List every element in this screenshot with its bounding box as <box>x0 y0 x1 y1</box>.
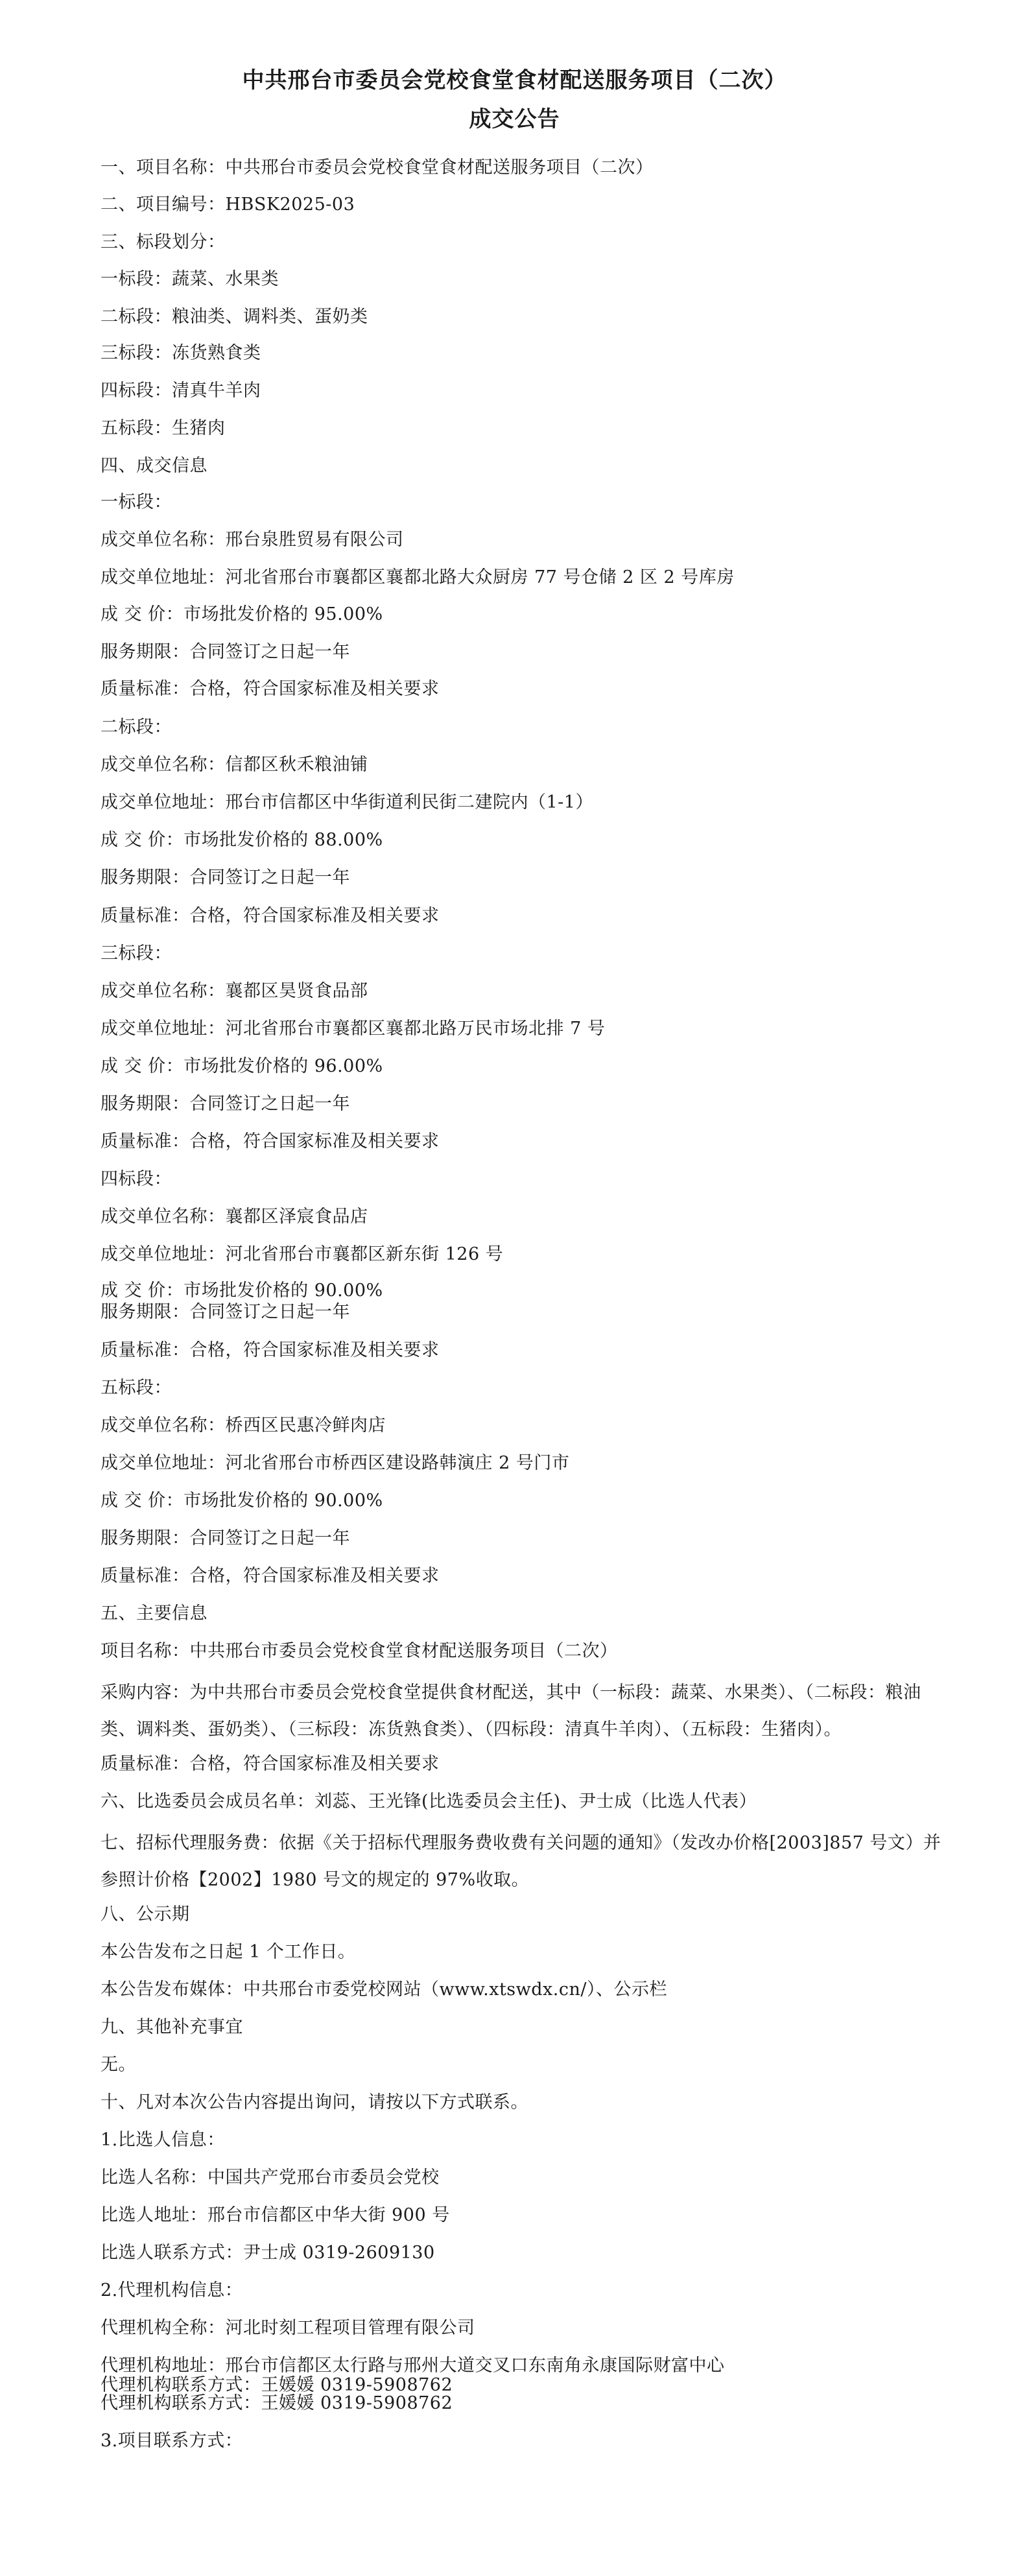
body-line: 成 交 价：市场批发价格的 90.00% <box>101 1491 383 1511</box>
body-line: 一标段：蔬菜、水果类 <box>101 269 279 289</box>
body-line: 八、公示期 <box>101 1904 190 1924</box>
body-line: 代理机构联系方式：王媛媛 0319-5908762 <box>101 2393 453 2413</box>
body-line: 二标段： <box>101 717 172 737</box>
body-line: 成 交 价：市场批发价格的 90.00% <box>101 1281 383 1301</box>
body-line: 成交单位地址：邢台市信都区中华街道利民街二建院内（1-1） <box>101 792 593 812</box>
body-line: 代理机构全称：河北时刻工程项目管理有限公司 <box>101 2318 475 2338</box>
body-line: 二标段：粮油类、调料类、蛋奶类 <box>101 307 368 327</box>
body-line: 三标段：冻货熟食类 <box>101 343 261 363</box>
body-line: 成交单位名称：襄都区昊贤食品部 <box>101 981 368 1001</box>
body-line: 比选人地址：邢台市信都区中华大街 900 号 <box>101 2205 450 2225</box>
document-title: 中共邢台市委员会党校食堂食材配送服务项目（二次） <box>242 67 787 93</box>
body-line: 五、主要信息 <box>101 1603 207 1624</box>
body-line: 三、标段划分： <box>101 232 226 252</box>
body-line: 成交单位名称：信都区秋禾粮油铺 <box>101 755 368 775</box>
body-line: 成交单位地址：河北省邢台市襄都区新东街 126 号 <box>101 1244 504 1264</box>
body-line: 项目名称：中共邢台市委员会党校食堂食材配送服务项目（二次） <box>101 1641 618 1661</box>
body-line: 质量标准：合格，符合国家标准及相关要求 <box>101 679 440 699</box>
body-line: 本公告发布媒体：中共邢台市委党校网站（www.xtswdx.cn/）、公示栏 <box>101 1979 667 2000</box>
body-line: 四标段：清真牛羊肉 <box>101 381 261 401</box>
body-line: 服务期限：合同签订之日起一年 <box>101 642 350 662</box>
body-line: 九、其他补充事宜 <box>101 2017 243 2037</box>
body-line: 无。 <box>101 2055 136 2075</box>
body-line: 七、招标代理服务费：依据《关于招标代理服务费收费有关问题的通知》（发改办价格[2003]857 号文）并参照计价格【2002】1980 号文的规定的 97%收取。 <box>101 1833 941 1890</box>
body-line: 1.比选人信息： <box>101 2130 225 2150</box>
body-line: 四标段： <box>101 1169 172 1189</box>
body-line: 十、凡对本次公告内容提出询问，请按以下方式联系。 <box>101 2092 528 2112</box>
body-line: 一、项目名称：中共邢台市委员会党校食堂食材配送服务项目（二次） <box>101 158 654 178</box>
body-line: 质量标准：合格，符合国家标准及相关要求 <box>101 906 440 926</box>
body-line: 3.项目联系方式： <box>101 2431 243 2451</box>
body-line: 三标段： <box>101 943 172 963</box>
body-line: 2.代理机构信息： <box>101 2280 243 2300</box>
body-line: 四、成交信息 <box>101 456 207 476</box>
body-line: 质量标准：合格，符合国家标准及相关要求 <box>101 1754 440 1774</box>
body-line: 成交单位名称：桥西区民惠冷鲜肉店 <box>101 1415 386 1436</box>
body-line: 成 交 价：市场批发价格的 88.00% <box>101 830 383 850</box>
body-line: 五标段：生猪肉 <box>101 418 226 438</box>
body-line: 质量标准：合格，符合国家标准及相关要求 <box>101 1131 440 1152</box>
body-line: 成 交 价：市场批发价格的 96.00% <box>101 1056 383 1076</box>
body-line: 代理机构地址：邢台市信都区太行路与邢州大道交叉口东南角永康国际财富中心 <box>101 2356 725 2376</box>
body-line: 二、项目编号：HBSK2025-03 <box>101 195 355 215</box>
body-line: 采购内容：为中共邢台市委员会党校食堂提供食材配送，其中（一标段：蔬菜、水果类）、（二标段：粮油类、调料类、蛋奶类）、（三标段：冻货熟食类）、（四标段：清真牛羊肉）、（五标段：生猪肉）。 <box>101 1683 921 1740</box>
body-line: 成交单位地址：河北省邢台市襄都区襄都北路万民市场北排 7 号 <box>101 1019 606 1039</box>
body-line: 比选人联系方式：尹士成 0319-2609130 <box>101 2243 435 2263</box>
body-line: 比选人名称：中国共产党邢台市委员会党校 <box>101 2168 440 2188</box>
body-line: 质量标准：合格，符合国家标准及相关要求 <box>101 1566 440 1586</box>
document-subtitle: 成交公告 <box>469 106 560 132</box>
body-line: 成交单位地址：河北省邢台市襄都区襄都北路大众厨房 77 号仓储 2 区 2 号库房 <box>101 567 735 587</box>
body-line: 质量标准：合格，符合国家标准及相关要求 <box>101 1340 440 1360</box>
body-line: 服务期限：合同签订之日起一年 <box>101 1094 350 1114</box>
body-line: 成 交 价：市场批发价格的 95.00% <box>101 604 383 624</box>
body-line: 服务期限：合同签订之日起一年 <box>101 868 350 888</box>
body-line: 服务期限：合同签订之日起一年 <box>101 1528 350 1548</box>
body-line: 成交单位名称：邢台泉胜贸易有限公司 <box>101 530 404 550</box>
body-line: 服务期限：合同签订之日起一年 <box>101 1302 350 1322</box>
body-line: 五标段： <box>101 1378 172 1398</box>
body-line: 一标段： <box>101 492 172 512</box>
body-line: 六、比选委员会成员名单：刘蕊、王光锋(比选委员会主任)、尹士成（比选人代表） <box>101 1791 757 1812</box>
body-line: 成交单位地址：河北省邢台市桥西区建设路韩演庄 2 号门市 <box>101 1453 570 1473</box>
body-line: 代理机构联系方式：王媛媛 0319-5908762 <box>101 2375 453 2395</box>
body-line: 本公告发布之日起 1 个工作日。 <box>101 1942 356 1962</box>
body-line: 成交单位名称：襄都区泽宸食品店 <box>101 1207 368 1227</box>
